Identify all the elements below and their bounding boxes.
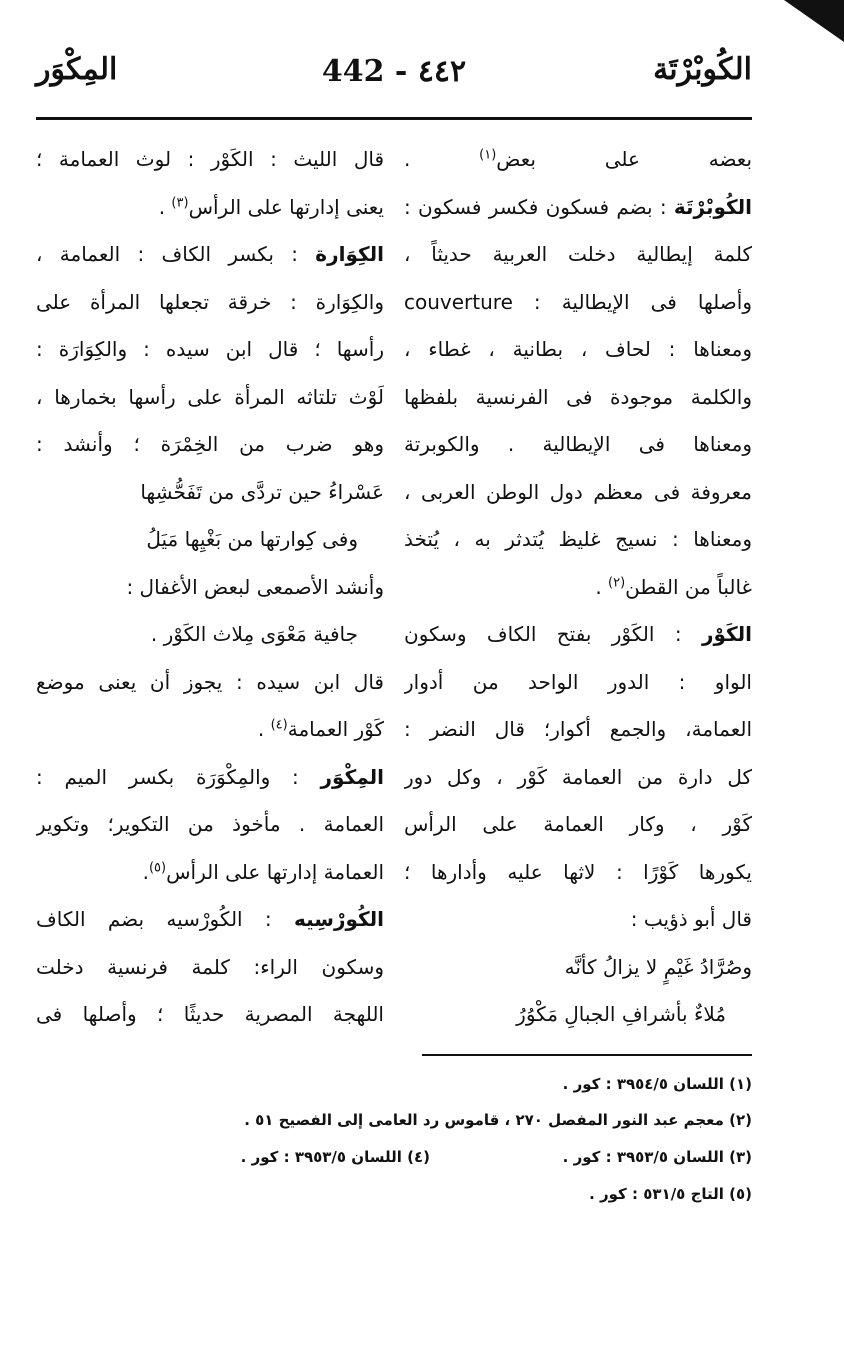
text-line — [36, 136, 384, 184]
page-number: 442 - ٤٤٢ — [321, 54, 467, 89]
footnote-ref: (٣) — [171, 194, 189, 210]
entry-headword: الكُوبْرْتَة — [673, 194, 752, 219]
line-text: معروفة فى معظم دول الوطن العربى ، — [404, 479, 752, 504]
footnote-ref: (١) — [479, 147, 497, 163]
text-line — [36, 611, 384, 659]
line-text: والكلمة موجودة فى الفرنسية بلفظها — [404, 384, 752, 409]
line-text: العمامة، والجمع أكوار؛ قال النضر : — [404, 717, 752, 741]
line-text: وأصلها فى الإيطالية : couverture — [404, 289, 752, 314]
text-line — [36, 944, 384, 992]
text-line — [404, 754, 752, 802]
line-tail: . — [142, 859, 149, 884]
text-line — [404, 896, 752, 944]
line-text: وهو ضرب من الخِمْرَة ؛ وأنشد : — [36, 432, 384, 456]
line-text: قال أبو ذؤيب : — [630, 907, 752, 931]
line-tail: . — [404, 147, 480, 171]
entry-headword: الكَوْر — [701, 622, 752, 646]
footnote-ref: (٥) — [148, 859, 167, 875]
text-line — [404, 374, 752, 422]
header-headword-right: الكُوبْرْتَة — [653, 52, 752, 87]
line-text: : والمِكْوَرَة بكسر الميم : — [36, 764, 321, 789]
line-text: لَوْث تلتاثه المرأة على رأسها بخمارها ، — [36, 384, 384, 409]
entry-headword: الكِوَارة — [315, 242, 384, 266]
line-text: وصُرَّادُ غَيْمٍ لا يزالُ كأنَّه — [564, 954, 752, 979]
line-text: : الكَوْر بفتح الكاف وسكون — [404, 622, 702, 646]
text-line — [36, 374, 384, 422]
line-text: رأسها ؛ قال ابن سيده : والكِوَارَة : — [36, 337, 384, 361]
line-text: يكورها كَوْرًا : لاثها عليه وأدارها ؛ — [404, 859, 752, 884]
footnote-1: (١) اللسان ٣٩٥٤/٥ : كور . — [562, 1075, 752, 1093]
text-line — [404, 279, 752, 327]
line-text: عَسْراءُ حين تردَّى من تَفَحُّشِها — [140, 479, 384, 504]
text-line — [36, 659, 384, 707]
text-line — [36, 469, 384, 517]
text-line — [36, 991, 384, 1039]
text-line — [36, 279, 384, 327]
line-text: الواو : الدور الواحد من أدوار — [404, 669, 752, 694]
text-line — [36, 896, 384, 944]
text-line — [404, 801, 752, 849]
text-line — [404, 136, 752, 184]
line-text: بعضه على بعض — [496, 147, 752, 171]
text-line — [36, 184, 384, 232]
footnote-2: (٢) معجم عبد النور المفصل ٢٧٠ ، قاموس رد العامى إلى الفصيح ٥١ . — [244, 1111, 752, 1129]
text-line — [36, 706, 384, 754]
text-line — [36, 849, 384, 897]
footnote-ref: (٢) — [608, 574, 626, 590]
right-column — [404, 136, 752, 1039]
line-text: كلمة إيطالية دخلت العربية حديثاً ، — [404, 242, 752, 266]
text-line — [404, 611, 752, 659]
line-text: كل دارة من العمامة كَوْر ، وكل دور — [404, 764, 752, 789]
text-line — [404, 469, 752, 517]
line-text: وفى كِوارتها من بَغْيِها مَيَلُ — [146, 527, 358, 551]
line-text: يعنى إدارتها على الرأس — [188, 194, 384, 219]
line-text: : بكسر الكاف : العمامة ، — [36, 242, 316, 266]
line-text: العمامة إدارتها على الرأس — [166, 859, 384, 884]
line-text: ومعناها : لحاف ، بطانية ، غطاء ، — [404, 337, 752, 361]
text-line — [36, 421, 384, 469]
line-text: قال ابن سيده : يجوز أن يعنى موضع — [36, 669, 384, 694]
text-line — [36, 564, 384, 612]
text-line — [404, 991, 752, 1039]
page-corner-mark — [784, 0, 844, 42]
entry-headword: المِكْوَر — [320, 764, 384, 789]
footnote-5: (٥) التاج ٥٣١/٥ : كور . — [589, 1185, 752, 1203]
line-text: اللهجة المصرية حديثًا ؛ وأصلها فى — [36, 1002, 384, 1026]
header-rule — [36, 117, 752, 120]
text-line — [404, 849, 752, 897]
line-text: مُلاءٌ بأشرافِ الجبالِ مَكْوُرُ — [516, 1002, 726, 1026]
line-text: جافية مَعْوَى مِلاث الكَوْر . — [150, 622, 358, 646]
text-line — [404, 326, 752, 374]
line-tail: . — [595, 574, 609, 599]
footnote-ref: (٤) — [270, 717, 288, 733]
line-text: والكِوَارة : خرقة تجعلها المرأة على — [36, 289, 384, 314]
text-line — [404, 516, 752, 564]
line-text: وسكون الراء: كلمة فرنسية دخلت — [36, 954, 384, 979]
line-text: قال الليث : الكَوْر : لوث العمامة ؛ — [36, 147, 384, 171]
footnote-3: (٣) اللسان ٣٩٥٣/٥ : كور . — [562, 1148, 752, 1166]
text-line — [404, 659, 752, 707]
text-line — [404, 231, 752, 279]
line-text: : الكُورْسيه بضم الكاف — [36, 907, 294, 931]
text-line — [36, 801, 384, 849]
text-line — [404, 944, 752, 992]
left-column — [36, 136, 384, 1039]
line-text: : بضم فسكون فكسر فسكون : — [404, 194, 674, 219]
text-line — [404, 564, 752, 612]
footnote-rule — [422, 1054, 752, 1056]
text-line — [404, 184, 752, 232]
entry-headword: الكُورْسِيه — [293, 907, 384, 931]
line-tail: . — [158, 194, 172, 219]
text-line — [36, 754, 384, 802]
text-line — [36, 516, 384, 564]
line-text: العمامة . مأخوذ من التكوير؛ وتكوير — [36, 812, 384, 836]
header-headword-left: المِكْوَر — [36, 52, 118, 87]
line-tail: . — [257, 717, 271, 741]
line-text: ومعناها : نسيج غليظ يُتدثر به ، يُتخذ — [404, 527, 752, 551]
line-text: غالباً من القطن — [625, 574, 752, 599]
line-text: كَوْر ، وكار العمامة على الرأس — [404, 812, 752, 836]
text-line — [36, 326, 384, 374]
footnote-4: (٤) اللسان ٣٩٥٣/٥ : كور . — [240, 1148, 430, 1166]
line-text: وأنشد الأصمعى لبعض الأغفال : — [126, 574, 384, 599]
text-line — [404, 706, 752, 754]
page-header — [36, 52, 752, 102]
text-line — [36, 231, 384, 279]
text-line — [404, 421, 752, 469]
line-text: ومعناها فى الإيطالية . والكوبرتة — [404, 432, 752, 456]
line-text: كَوْر العمامة — [287, 717, 384, 741]
